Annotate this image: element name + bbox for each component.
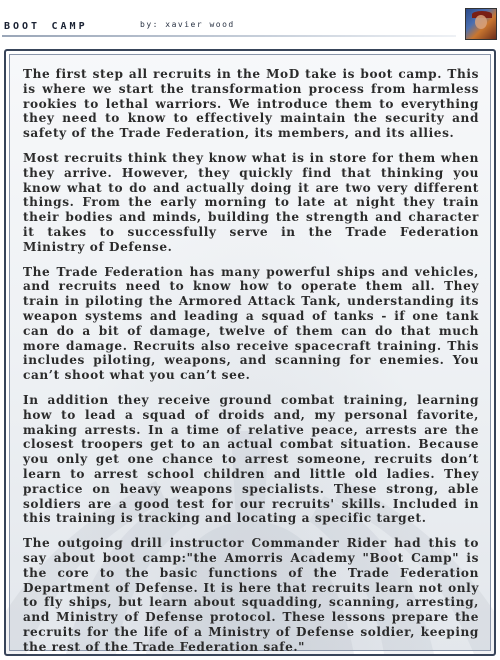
article-title: boot camp <box>4 17 88 33</box>
title-underline <box>2 35 456 37</box>
portrait-face <box>475 15 487 29</box>
article-paragraph: Most recruits think they know what is in store for them when they arrive. However, they quickly find that thinking you know what to do and actually doing it are two very different things. From the early morning to late at night they train their bodies and minds, building the strength and character it takes to successfully serve in the Trade Federation Ministry of Defense. <box>23 150 479 254</box>
article-paragraph: The first step all recruits in the MoD take is boot camp. This is where we start the transformation process from harmless rookies to lethal warriors. We introduce them to everything they need to know to effectively maintain the security and safety of the Trade Federation, its members, and its allies. <box>23 67 479 141</box>
article-paragraph: The Trade Federation has many powerful ships and vehicles, and recruits need to know how to operate them all. They train in piloting the Armored Attack Tank, understanding its weapon systems and leading a squad of tanks - if one tank can do a bit of damage, twelve of them can do that much more damage. Recruits also receive spacecraft training. This includes piloting, weapons, and scanning for enemies. You can’t shoot what you can’t see. <box>23 264 479 383</box>
title-bar <box>0 16 458 40</box>
article-byline: by: xavier wood <box>140 20 235 29</box>
article-paragraph: In addition they receive ground combat training, learning how to lead a squad of droids and, my personal favorite, making arrests. In a time of relative peace, arrests are the closest troopers get to an actual combat situation. Because you only get one chance to arrest someone, recruits don’t learn to arrest school children and little old ladies. They practice on heavy weapons specialists. These strong, able soldiers are a good test for our recruits' skills. Included in this training is tracking and locating a specific target. <box>23 392 479 526</box>
author-portrait-icon <box>465 8 497 40</box>
article-paragraph: The outgoing drill instructor Commander Rider had this to say about boot camp:"the Amorris Academy "Boot Camp" is the core to the basic functions of the Trade Federation Department of Defense. It is here that recruits learn not only to fly ships, but learn about squadding, scanning, arresting, and Ministry of Defense protocol. These lessons prepare the recruits for the life of a Ministry of Defense soldier, keeping the rest of the Trade Federation safe." <box>23 536 479 654</box>
article-header <box>0 0 500 44</box>
article-body <box>23 67 479 654</box>
article-frame <box>4 49 496 656</box>
